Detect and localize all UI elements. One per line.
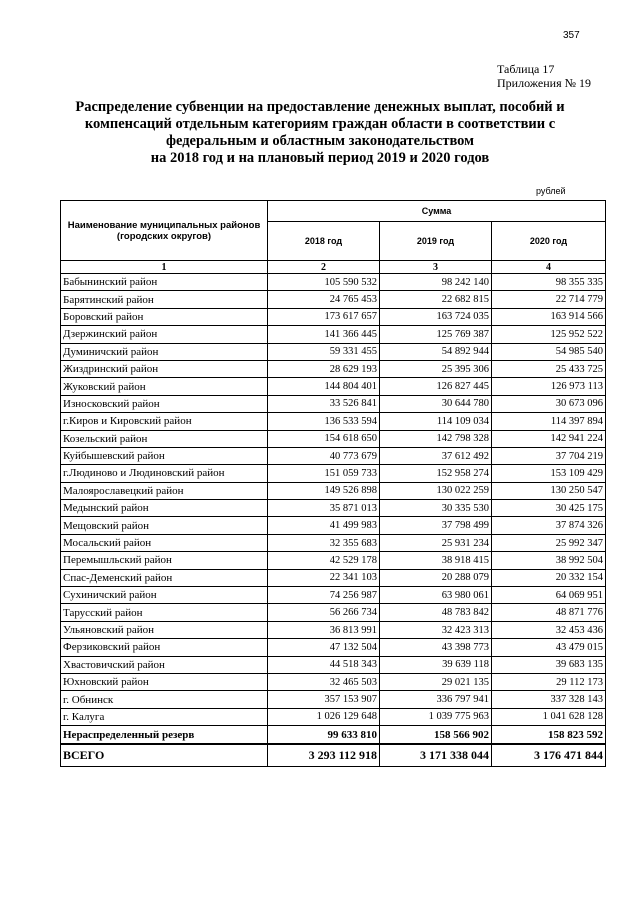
value-2018: 357 153 907 bbox=[268, 691, 380, 708]
value-2018: 3 293 112 918 bbox=[268, 744, 380, 767]
value-2018: 151 059 733 bbox=[268, 465, 380, 482]
value-2020: 38 992 504 bbox=[492, 552, 606, 569]
region-name: Дзержинский район bbox=[61, 326, 268, 343]
value-2018: 42 529 178 bbox=[268, 552, 380, 569]
region-name: Медынский район bbox=[61, 500, 268, 517]
region-name: Ульяновский район bbox=[61, 621, 268, 638]
table-row bbox=[61, 430, 606, 447]
value-2020: 163 914 566 bbox=[492, 308, 606, 325]
value-2018: 74 256 987 bbox=[268, 587, 380, 604]
value-2018: 32 355 683 bbox=[268, 534, 380, 551]
region-name: Жиздринский район bbox=[61, 360, 268, 377]
region-name: Козельский район bbox=[61, 430, 268, 447]
region-name: ВСЕГО bbox=[61, 744, 268, 767]
value-2019: 48 783 842 bbox=[380, 604, 492, 621]
value-2018: 141 366 445 bbox=[268, 326, 380, 343]
header-year-2018: 2018 год bbox=[268, 222, 380, 261]
value-2019: 30 644 780 bbox=[380, 395, 492, 412]
value-2020: 29 112 173 bbox=[492, 673, 606, 690]
region-name: Перемышльский район bbox=[61, 552, 268, 569]
value-2019: 336 797 941 bbox=[380, 691, 492, 708]
value-2019: 37 612 492 bbox=[380, 447, 492, 464]
value-2020: 54 985 540 bbox=[492, 343, 606, 360]
region-name: Думиничский район bbox=[61, 343, 268, 360]
value-2018: 56 266 734 bbox=[268, 604, 380, 621]
column-number: 4 bbox=[492, 261, 606, 274]
value-2018: 28 629 193 bbox=[268, 360, 380, 377]
table-reference bbox=[497, 62, 591, 90]
value-2019: 98 242 140 bbox=[380, 274, 492, 291]
table-row bbox=[61, 343, 606, 360]
value-2020: 153 109 429 bbox=[492, 465, 606, 482]
table-row bbox=[61, 552, 606, 569]
value-2020: 64 069 951 bbox=[492, 587, 606, 604]
table-row bbox=[61, 447, 606, 464]
value-2020: 142 941 224 bbox=[492, 430, 606, 447]
value-2018: 144 804 401 bbox=[268, 378, 380, 395]
table-row bbox=[61, 274, 606, 291]
value-2020: 126 973 113 bbox=[492, 378, 606, 395]
document-title bbox=[60, 99, 580, 167]
value-2019: 25 931 234 bbox=[380, 534, 492, 551]
units-label: рублей bbox=[536, 186, 566, 196]
value-2018: 99 633 810 bbox=[268, 726, 380, 745]
region-name: г. Калуга bbox=[61, 708, 268, 725]
region-name: Бабынинский район bbox=[61, 274, 268, 291]
region-name: Ферзиковский район bbox=[61, 639, 268, 656]
table-row bbox=[61, 378, 606, 395]
region-name: Куйбышевский район bbox=[61, 447, 268, 464]
value-2019: 152 958 274 bbox=[380, 465, 492, 482]
value-2019: 54 892 944 bbox=[380, 343, 492, 360]
value-2020: 337 328 143 bbox=[492, 691, 606, 708]
value-2019: 39 639 118 bbox=[380, 656, 492, 673]
value-2019: 30 335 530 bbox=[380, 500, 492, 517]
value-2020: 43 479 015 bbox=[492, 639, 606, 656]
value-2020: 22 714 779 bbox=[492, 291, 606, 308]
region-name: г.Людиново и Людиновский район bbox=[61, 465, 268, 482]
value-2018: 105 590 532 bbox=[268, 274, 380, 291]
table-row bbox=[61, 534, 606, 551]
value-2019: 126 827 445 bbox=[380, 378, 492, 395]
value-2020: 37 704 219 bbox=[492, 447, 606, 464]
header-name-col: Наименование муниципальных районов (городских округов) bbox=[61, 201, 268, 261]
table-row bbox=[61, 587, 606, 604]
value-2020: 37 874 326 bbox=[492, 517, 606, 534]
value-2019: 43 398 773 bbox=[380, 639, 492, 656]
value-2020: 30 425 175 bbox=[492, 500, 606, 517]
value-2019: 130 022 259 bbox=[380, 482, 492, 499]
value-2018: 44 518 343 bbox=[268, 656, 380, 673]
value-2019: 20 288 079 bbox=[380, 569, 492, 586]
total-row bbox=[61, 744, 606, 767]
value-2020: 25 992 347 bbox=[492, 534, 606, 551]
table-row bbox=[61, 413, 606, 430]
header-year-2020: 2020 год bbox=[492, 222, 606, 261]
value-2018: 154 618 650 bbox=[268, 430, 380, 447]
value-2018: 40 773 679 bbox=[268, 447, 380, 464]
value-2020: 39 683 135 bbox=[492, 656, 606, 673]
header-sum: Сумма bbox=[268, 201, 606, 222]
value-2019: 163 724 035 bbox=[380, 308, 492, 325]
table-row bbox=[61, 621, 606, 638]
table-label: Таблица 17 bbox=[497, 62, 555, 76]
value-2020: 158 823 592 bbox=[492, 726, 606, 745]
value-2018: 33 526 841 bbox=[268, 395, 380, 412]
column-number: 3 bbox=[380, 261, 492, 274]
value-2020: 1 041 628 128 bbox=[492, 708, 606, 725]
value-2020: 48 871 776 bbox=[492, 604, 606, 621]
region-name: Хвастовичский район bbox=[61, 656, 268, 673]
region-name: Мосальский район bbox=[61, 534, 268, 551]
value-2019: 63 980 061 bbox=[380, 587, 492, 604]
value-2020: 125 952 522 bbox=[492, 326, 606, 343]
region-name: Малоярославецкий район bbox=[61, 482, 268, 499]
table-row bbox=[61, 465, 606, 482]
table-row bbox=[61, 482, 606, 499]
value-2018: 24 765 453 bbox=[268, 291, 380, 308]
value-2018: 35 871 013 bbox=[268, 500, 380, 517]
value-2019: 32 423 313 bbox=[380, 621, 492, 638]
title-line: федеральным и областным законодательством bbox=[165, 133, 475, 149]
value-2018: 173 617 657 bbox=[268, 308, 380, 325]
title-line: компенсаций отдельным категориям граждан области в соответствии с bbox=[84, 116, 556, 132]
region-name: Тарусский район bbox=[61, 604, 268, 621]
region-name: Юхновский район bbox=[61, 673, 268, 690]
subsidy-table bbox=[60, 200, 606, 767]
region-name: Боровский район bbox=[61, 308, 268, 325]
table-row bbox=[61, 656, 606, 673]
value-2019: 38 918 415 bbox=[380, 552, 492, 569]
value-2020: 130 250 547 bbox=[492, 482, 606, 499]
table-row bbox=[61, 517, 606, 534]
value-2020: 32 453 436 bbox=[492, 621, 606, 638]
page-number: 357 bbox=[563, 30, 580, 41]
region-name: г.Киров и Кировский район bbox=[61, 413, 268, 430]
value-2020: 98 355 335 bbox=[492, 274, 606, 291]
table-row bbox=[61, 673, 606, 690]
table-row bbox=[61, 326, 606, 343]
value-2019: 3 171 338 044 bbox=[380, 744, 492, 767]
table-row bbox=[61, 691, 606, 708]
header-year-2019: 2019 год bbox=[380, 222, 492, 261]
value-2018: 47 132 504 bbox=[268, 639, 380, 656]
value-2020: 20 332 154 bbox=[492, 569, 606, 586]
column-number: 2 bbox=[268, 261, 380, 274]
region-name: Нераспределенный резерв bbox=[61, 726, 268, 745]
appendix-label: Приложения № 19 bbox=[497, 76, 592, 90]
value-2019: 22 682 815 bbox=[380, 291, 492, 308]
value-2019: 158 566 902 bbox=[380, 726, 492, 745]
region-name: Барятинский район bbox=[61, 291, 268, 308]
table-row bbox=[61, 708, 606, 725]
table-row bbox=[61, 360, 606, 377]
region-name: Жуковский район bbox=[61, 378, 268, 395]
value-2019: 142 798 328 bbox=[380, 430, 492, 447]
value-2018: 149 526 898 bbox=[268, 482, 380, 499]
value-2019: 37 798 499 bbox=[380, 517, 492, 534]
region-name: Мещовский район bbox=[61, 517, 268, 534]
value-2019: 25 395 306 bbox=[380, 360, 492, 377]
value-2020: 114 397 894 bbox=[492, 413, 606, 430]
column-number-row bbox=[61, 261, 606, 274]
value-2018: 1 026 129 648 bbox=[268, 708, 380, 725]
value-2018: 32 465 503 bbox=[268, 673, 380, 690]
reserve-row bbox=[61, 726, 606, 745]
value-2018: 41 499 983 bbox=[268, 517, 380, 534]
region-name: Износковский район bbox=[61, 395, 268, 412]
table-row bbox=[61, 500, 606, 517]
title-line: Распределение субвенции на предоставление денежных выплат, пособий и bbox=[75, 99, 565, 115]
title-line: на 2018 год и на плановый период 2019 и 2020 годов bbox=[150, 150, 490, 166]
region-name: г. Обнинск bbox=[61, 691, 268, 708]
table-row bbox=[61, 308, 606, 325]
value-2018: 36 813 991 bbox=[268, 621, 380, 638]
region-name: Сухиничский район bbox=[61, 587, 268, 604]
table-row bbox=[61, 395, 606, 412]
table-row bbox=[61, 291, 606, 308]
value-2020: 3 176 471 844 bbox=[492, 744, 606, 767]
value-2019: 125 769 387 bbox=[380, 326, 492, 343]
value-2018: 22 341 103 bbox=[268, 569, 380, 586]
value-2019: 114 109 034 bbox=[380, 413, 492, 430]
value-2020: 25 433 725 bbox=[492, 360, 606, 377]
table-row bbox=[61, 569, 606, 586]
value-2020: 30 673 096 bbox=[492, 395, 606, 412]
region-name: Спас-Деменский район bbox=[61, 569, 268, 586]
table-row bbox=[61, 639, 606, 656]
column-number: 1 bbox=[61, 261, 268, 274]
value-2019: 1 039 775 963 bbox=[380, 708, 492, 725]
value-2018: 59 331 455 bbox=[268, 343, 380, 360]
value-2019: 29 021 135 bbox=[380, 673, 492, 690]
table-row bbox=[61, 604, 606, 621]
value-2018: 136 533 594 bbox=[268, 413, 380, 430]
